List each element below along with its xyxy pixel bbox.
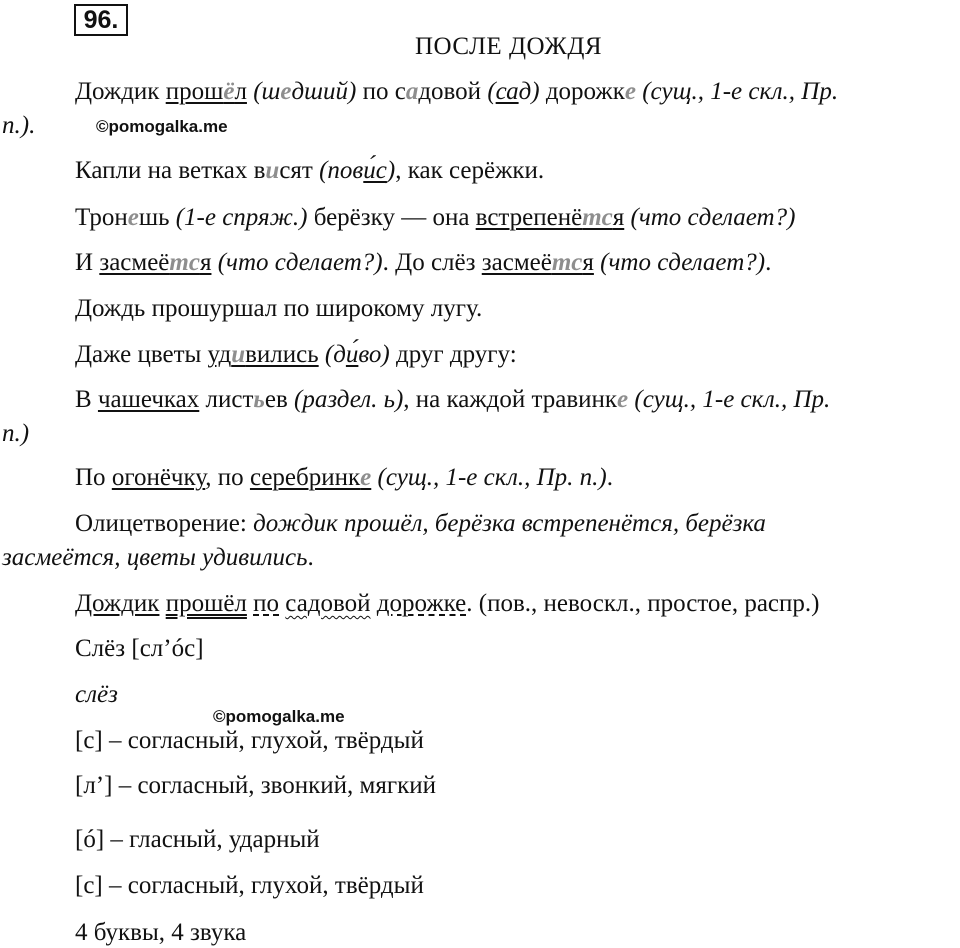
- phonetic-summary: 4 буквы, 4 звука: [75, 919, 247, 946]
- sentence-line-3: Тронешь (1-е спряж.) берёзку — она встрепенётся (что сделает?): [75, 204, 796, 231]
- exercise-number: 96.: [74, 4, 128, 36]
- personification-line-2: засмеётся, цветы удивились.: [2, 544, 314, 571]
- personification-line-1: Олицетворение: дождик прошёл, берёзка встрепенётся, берёзка: [75, 510, 766, 537]
- sentence-line-5: Дождь прошуршал по широкому лугу.: [75, 295, 483, 322]
- watermark-1: ©pomogalka.me: [96, 117, 228, 136]
- sentence-line-6: Даже цветы удивились (ди́во) друг другу:: [75, 341, 517, 368]
- sentence-line-2: Капли на ветках висят (пови́с), как серёжки.: [75, 157, 545, 184]
- sound-2: [л’] – согласный, звонкий, мягкий: [75, 772, 437, 799]
- phonetic-transcription: Слёз [сл’óс]: [75, 635, 204, 662]
- watermark-2: ©pomogalka.me: [213, 707, 345, 726]
- sound-4: [с] – согласный, глухой, твёрдый: [75, 872, 424, 899]
- sentence-line-7-cont: п.): [2, 420, 30, 447]
- sound-1: [с] – согласный, глухой, твёрдый: [75, 727, 424, 754]
- phonetic-word: слёз: [75, 681, 118, 708]
- sentence-line-1-cont: п.).: [2, 112, 36, 139]
- sentence-line-8: По огонёчку, по серебринке (сущ., 1-е скл., Пр. п.).: [75, 464, 613, 491]
- sentence-parse: Дождик прошёл по садовой дорожке. (пов., невоскл., простое, распр.): [75, 590, 820, 617]
- page-title: ПОСЛЕ ДОЖДЯ: [415, 33, 603, 60]
- sentence-line-7: В чашечках листьев (раздел. ь), на каждой травинке (сущ., 1-е скл., Пр.: [75, 386, 831, 413]
- sentence-line-4: И засмеётся (что сделает?). До слёз засмеётся (что сделает?).: [75, 249, 772, 276]
- sentence-line-1: Дождик прошёл (шедший) по садовой (сад) дорожке (сущ., 1-е скл., Пр.: [75, 78, 839, 105]
- sound-3: [ó] – гласный, ударный: [75, 826, 320, 853]
